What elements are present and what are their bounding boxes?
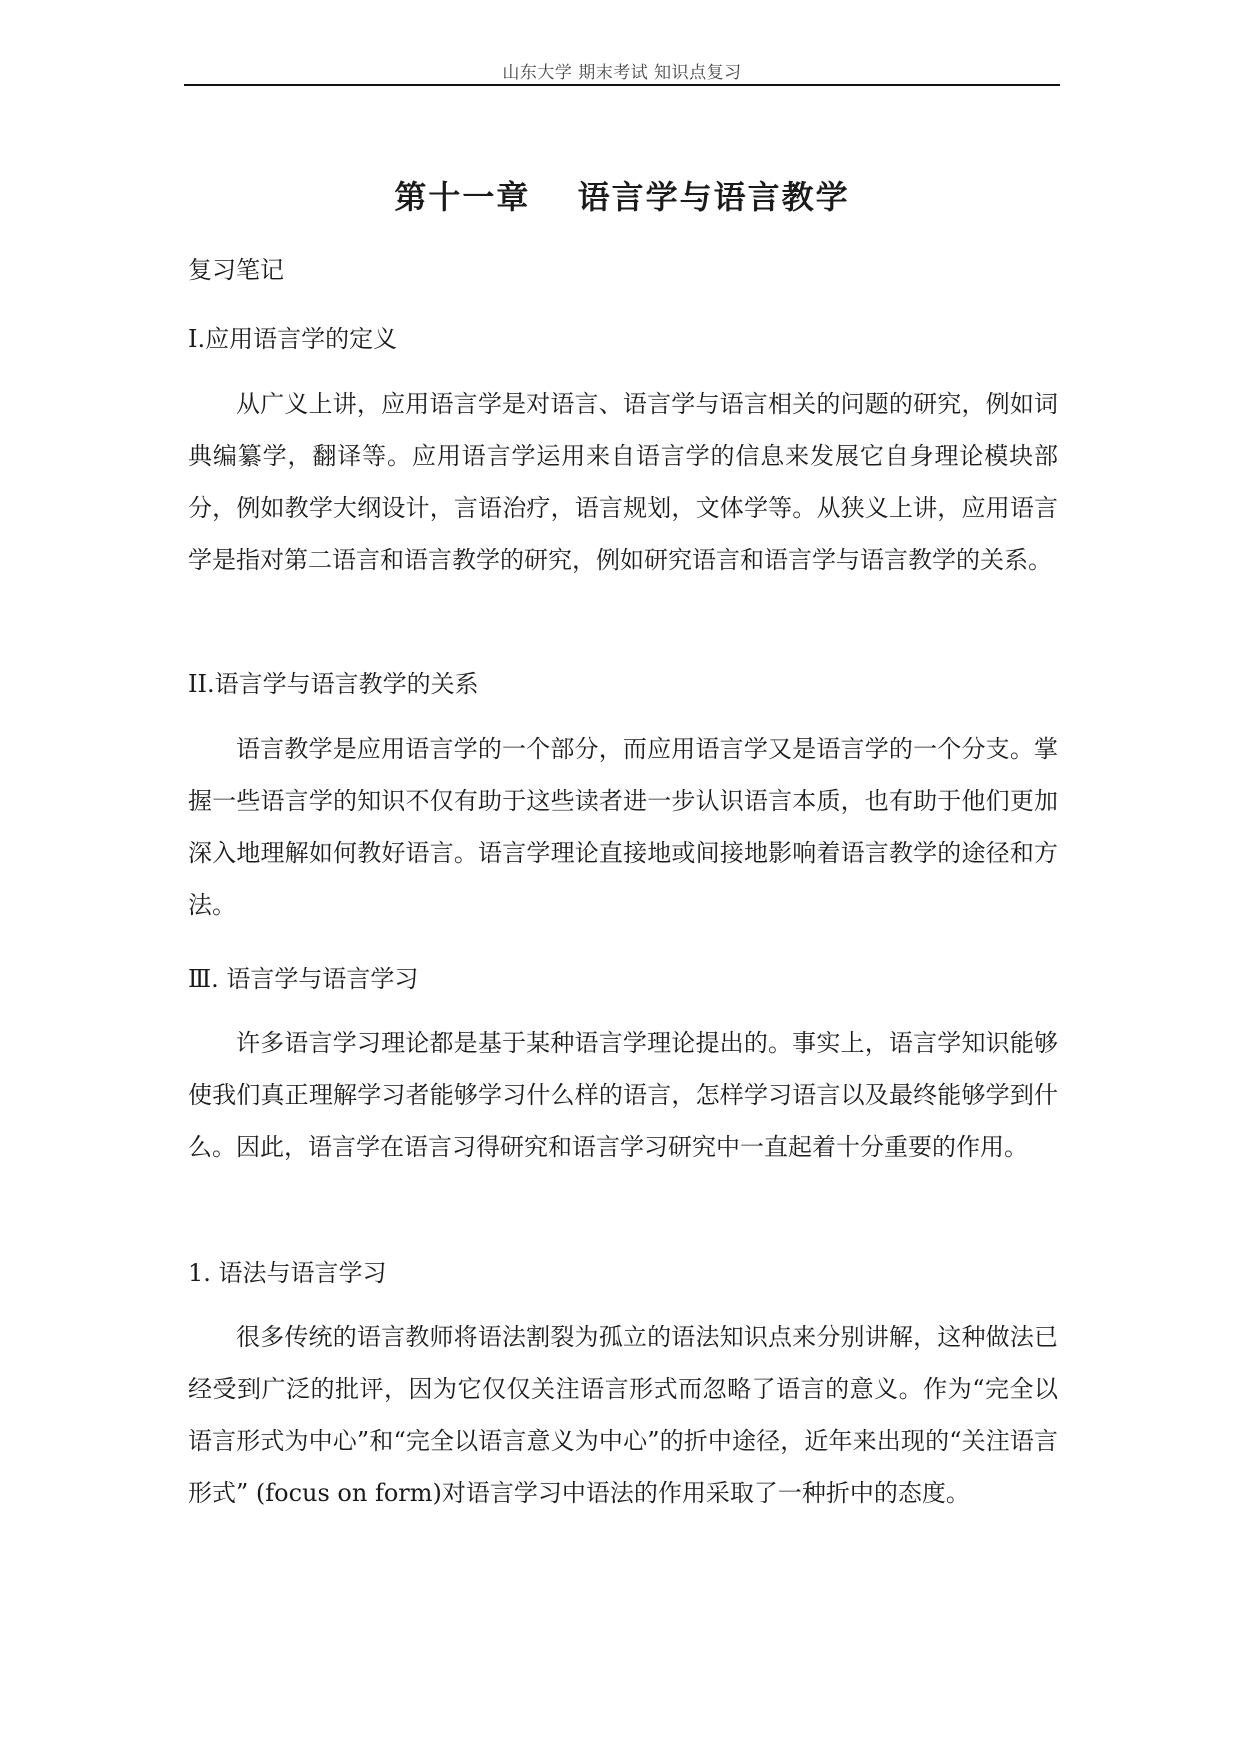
header-divider bbox=[184, 84, 1060, 86]
section-body-2 bbox=[188, 723, 1058, 931]
section-heading-1: I.应用语言学的定义 bbox=[188, 325, 398, 353]
paragraph-text: 语言教学是应用语言学的一个部分，而应用语言学又是语言学的一个分支。掌握一些语言学的知识不仅有助于这些读者进一步认识语言本质，也有助于他们更加深入地理解如何教好语言。语言学理论直接地或间接地影响着语言教学的途径和方法。 bbox=[188, 735, 1058, 919]
section-heading-2: II.语言学与语言教学的关系 bbox=[188, 670, 479, 698]
running-header: 山东大学 期末考试 知识点复习 bbox=[502, 63, 742, 83]
section-body-1 bbox=[188, 378, 1058, 586]
paragraph-text: 从广义上讲，应用语言学是对语言、语言学与语言相关的问题的研究，例如词典编纂学，翻译等。应用语言学运用来自语言学的信息来发展它自身理论模块部分，例如教学大纲设计，言语治疗，语言规划，文体学等。从狭义上讲，应用语言学是指对第二语言和语言教学的研究，例如研究语言和语言学与语言教学的关系。 bbox=[188, 390, 1058, 574]
chapter-title: 第十一章 语言学与语言教学 bbox=[394, 178, 850, 216]
paragraph-text: 很多传统的语言教师将语法割裂为孤立的语法知识点来分别讲解，这种做法已经受到广泛的批评，因为它仅仅关注语言形式而忽略了语言的意义。作为“完全以语言形式为中心”和“完全以语言意义为中心”的折中途径，近年来出现的“关注语言形式” (focus on form)对语言学习中语法的作用采取了一种折中的态度。 bbox=[188, 1323, 1058, 1507]
section-heading-4: 1. 语法与语言学习 bbox=[188, 1259, 387, 1287]
section-body-3 bbox=[188, 1017, 1058, 1173]
section-body-4 bbox=[188, 1311, 1058, 1519]
notes-label: 复习笔记 bbox=[188, 256, 284, 284]
section-heading-3: Ⅲ. 语言学与语言学习 bbox=[188, 965, 419, 993]
paragraph-text: 许多语言学习理论都是基于某种语言学理论提出的。事实上，语言学知识能够使我们真正理解学习者能够学习什么样的语言，怎样学习语言以及最终能够学到什么。因此，语言学在语言习得研究和语言学习研究中一直起着十分重要的作用。 bbox=[188, 1029, 1058, 1161]
